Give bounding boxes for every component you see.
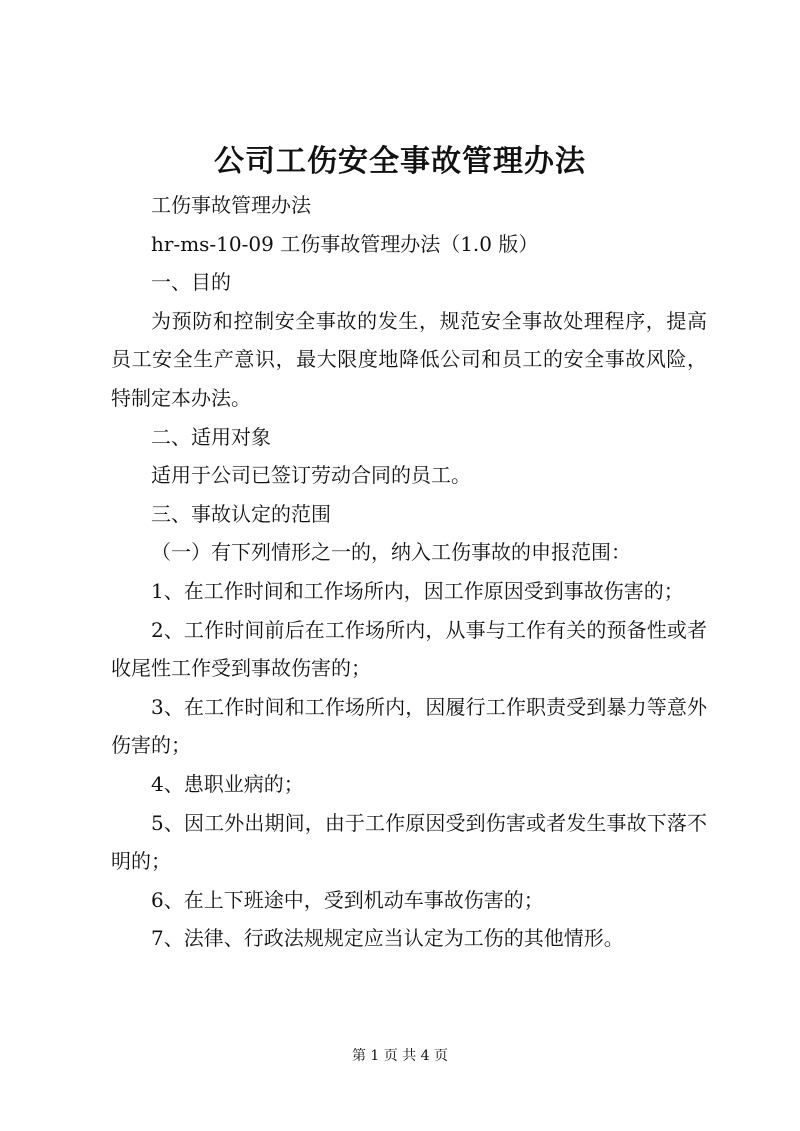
paragraph-purpose: 为预防和控制安全事故的发生，规范安全事故处理程序，提高员工安全生产意识，最大限度地降低公司和员工的安全事故风险，特制定本办法。: [111, 308, 707, 410]
document-title: 公司工伤安全事故管理办法: [214, 144, 586, 179]
heading-scope: 二、适用对象: [151, 424, 271, 449]
heading-purpose: 一、目的: [151, 270, 231, 295]
document-body: [111, 186, 707, 958]
list-item-1: 1、在工作时间和工作场所内，因工作原因受到事故伤害的；: [151, 578, 684, 603]
paragraph-subtitle: 工伤事故管理办法: [151, 193, 311, 217]
paragraph-scope: 适用于公司已签订劳动合同的员工。: [151, 463, 471, 488]
subheading-case-1: （一）有下列情形之一的，纳入工伤事故的申报范围：: [151, 540, 631, 565]
heading-accident-range: 三、事故认定的范围: [151, 501, 331, 526]
list-item-3: 3、在工作时间和工作场所内，因履行工作职责受到暴力等意外伤害的；: [111, 694, 707, 758]
paragraph-doc-code: hr-ms-10-09 工伤事故管理办法（1.0 版）: [151, 231, 539, 256]
list-item-7: 7、法律、行政法规规定应当认定为工伤的其他情形。: [151, 926, 624, 951]
list-item-2: 2、工作时间前后在工作场所内，从事与工作有关的预备性或者收尾性工作受到事故伤害的；: [111, 617, 707, 681]
page-number: 第 1 页 共 4 页: [351, 1048, 449, 1064]
list-item-4: 4、患职业病的；: [151, 771, 304, 796]
list-item-5: 5、因工外出期间，由于工作原因受到伤害或者发生事故下落不明的；: [111, 810, 707, 874]
list-item-6: 6、在上下班途中，受到机动车事故伤害的；: [151, 887, 544, 912]
